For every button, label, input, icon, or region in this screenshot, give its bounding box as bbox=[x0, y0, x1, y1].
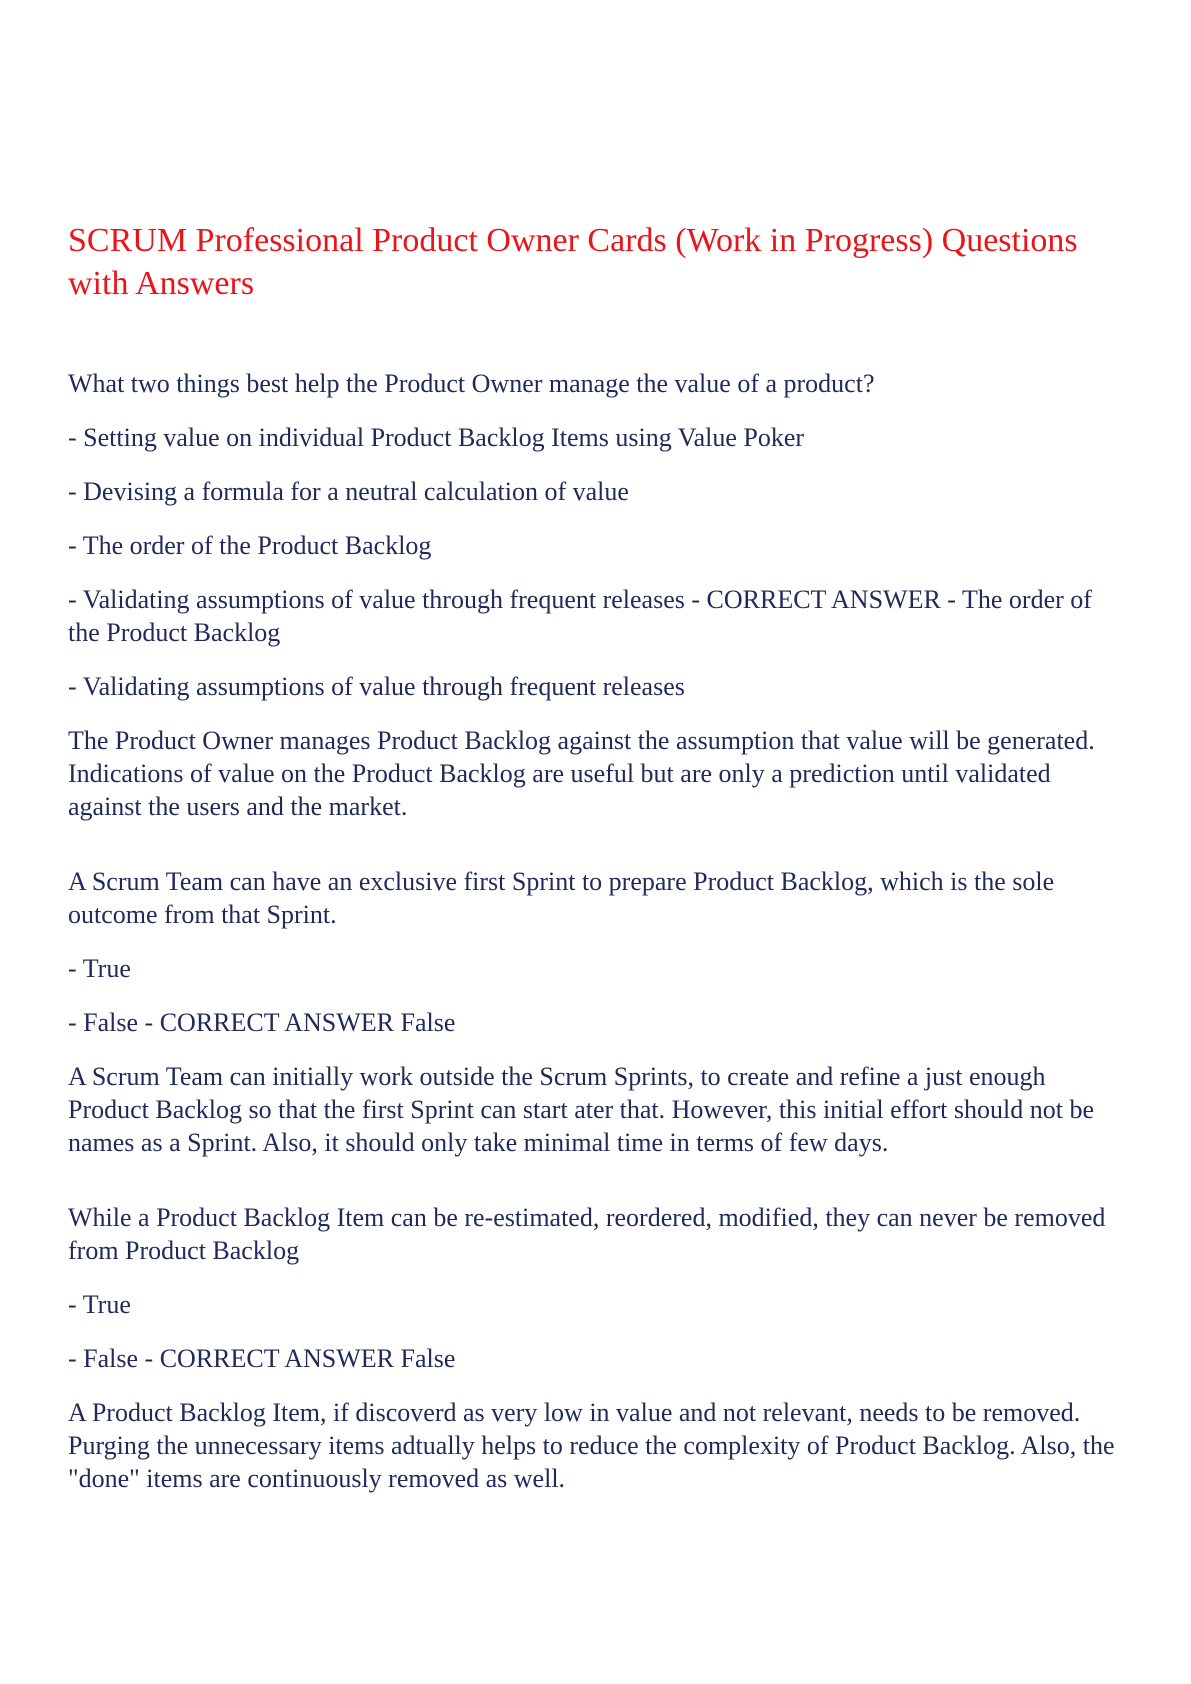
answer-option: - False - CORRECT ANSWER False bbox=[68, 1008, 456, 1037]
document-title: SCRUM Professional Product Owner Cards (Work in Progress) Questions with Answers bbox=[68, 222, 1078, 302]
question-text: While a Product Backlog Item can be re-estimated, reordered, modified, they can never be removed from Product Backlog bbox=[68, 1203, 1106, 1265]
answer-option: - False - CORRECT ANSWER False bbox=[68, 1344, 456, 1373]
question-card bbox=[68, 1201, 1128, 1495]
question-card bbox=[68, 367, 1128, 823]
question-text: A Scrum Team can have an exclusive first Sprint to prepare Product Backlog, which is the sole outcome from that Sprint. bbox=[68, 867, 1055, 929]
answer-option: - True bbox=[68, 1290, 131, 1319]
question-text: What two things best help the Product Owner manage the value of a product? bbox=[68, 369, 875, 398]
answer-option: - Setting value on individual Product Backlog Items using Value Poker bbox=[68, 423, 805, 452]
question-list bbox=[68, 367, 1128, 1516]
answer-option: - True bbox=[68, 954, 131, 983]
answer-explanation: A Product Backlog Item, if discoverd as very low in value and not relevant, needs to be removed. Purging the unnecessary items adtually helps to reduce the complexity of Product Backlog. Also, the "done" items are continuously removed as well. bbox=[68, 1398, 1115, 1493]
answer-explanation: A Scrum Team can initially work outside the Scrum Sprints, to create and refine a just enough Product Backlog so that the first Sprint can start ater that. However, this initial effort should not be names as a Sprint. Also, it should only take minimal time in terms of few days. bbox=[68, 1062, 1094, 1157]
answer-option: - The order of the Product Backlog bbox=[68, 531, 432, 560]
answer-explanation: The Product Owner manages Product Backlog against the assumption that value will be generated. Indications of value on the Product Backlog are useful but are only a prediction until validated against the users and the market. bbox=[68, 726, 1095, 821]
answer-option: - Devising a formula for a neutral calculation of value bbox=[68, 477, 629, 506]
question-card bbox=[68, 865, 1128, 1159]
answer-option: - Validating assumptions of value through frequent releases bbox=[68, 672, 685, 701]
answer-option: - Validating assumptions of value through frequent releases - CORRECT ANSWER - The order of the Product Backlog bbox=[68, 585, 1092, 647]
